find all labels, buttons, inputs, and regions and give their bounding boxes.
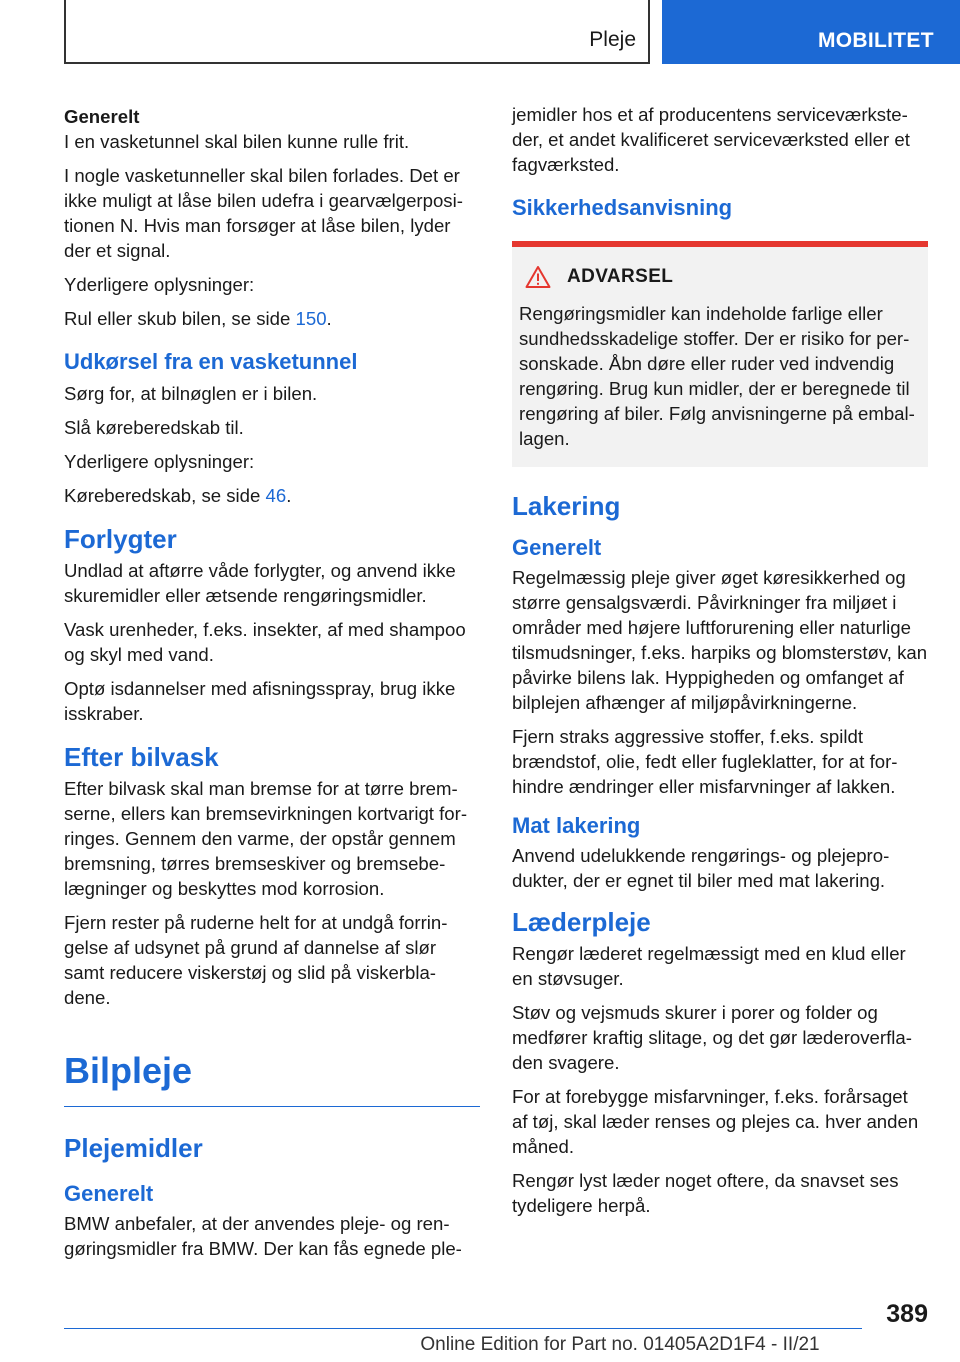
paragraph: Fjern straks aggressive stoffer, f.eks. spildt brændstof, olie, fedt eller fugleklatter, for at for-hindre ændringer eller misfarvninger af lakken. xyxy=(512,726,898,797)
page-number: 389 xyxy=(886,1300,928,1328)
page-link[interactable]: 150 xyxy=(295,308,327,329)
heading-generelt: Generelt xyxy=(64,106,140,127)
paragraph-with-link: Køreberedskab, se side 46. xyxy=(64,485,292,506)
paragraph: Rengør lyst læder noget oftere, da snavset ses tydeligere herpå. xyxy=(512,1170,899,1216)
right-column xyxy=(512,102,928,1227)
paragraph: Efter bilvask skal man bremse for at tørre brem-serne, ellers kan bremsevirkningen kortvarigt for-ringes. Gennem den varme, der opstår gennem bremsning, tørres bremseskiver og bremsebe-lægninger og beskyttes mod korrosion. xyxy=(64,778,468,899)
paragraph: For at forebygge misfarvninger, f.eks. forårsaget af tøj, skal læder renses og plejes ca. hver anden måned. xyxy=(512,1086,919,1157)
heading-plejemidler: Plejemidler xyxy=(64,1133,203,1163)
warning-box xyxy=(512,241,928,467)
paragraph: Sørg for, at bilnøglen er i bilen. xyxy=(64,383,318,404)
warning-triangle-icon xyxy=(525,265,551,289)
warning-title: ADVARSEL xyxy=(567,266,674,287)
paragraph: Støv og vejsmuds skurer i porer og folder og medfører kraftig slitage, og det gør læderoverfla-den svagere. xyxy=(512,1002,912,1073)
heading-udkorsel: Udkørsel fra en vasketunnel xyxy=(64,349,358,374)
paragraph-text: Køreberedskab, se side xyxy=(64,485,266,506)
paragraph-text: Rul eller skub bilen, se side xyxy=(64,308,296,329)
paragraph: Yderligere oplysninger: xyxy=(64,451,255,472)
heading-efter-bilvask: Efter bilvask xyxy=(64,742,219,772)
paragraph: BMW anbefaler, at der anvendes pleje- og ren-gøringsmidler fra BMW. Der kan fås egnede ple- xyxy=(64,1213,462,1259)
header-chapter-tab xyxy=(662,0,960,64)
page-link[interactable]: 46 xyxy=(265,485,287,506)
heading-generelt-lakering: Generelt xyxy=(512,535,602,560)
paragraph: Slå køreberedskab til. xyxy=(64,417,244,438)
header-section-title: Pleje xyxy=(589,28,636,51)
heading-laederpleje: Læderpleje xyxy=(512,907,651,937)
heading-generelt-plejemidler: Generelt xyxy=(64,1181,154,1206)
paragraph: Anvend udelukkende rengørings- og plejepro-dukter, der er egnet til biler med mat lakering. xyxy=(512,845,890,891)
footer-divider xyxy=(64,1328,862,1329)
paragraph: Vask urenheder, f.eks. insekter, af med shampoo og skyl med vand. xyxy=(64,619,466,665)
heading-bilpleje: Bilpleje xyxy=(64,1050,480,1107)
paragraph: Fjern rester på ruderne helt for at undgå forrin-gelse af udsynet på grund af dannelse af slør samt reducere viskerstøj og slid på viskerbla-dene. xyxy=(64,912,448,1008)
paragraph-with-link: Rul eller skub bilen, se side 150. xyxy=(64,308,332,329)
paragraph: Rengør læderet regelmæssigt med en klud eller en støvsuger. xyxy=(512,943,906,989)
warning-text: Rengøringsmidler kan indeholde farlige eller sundhedsskadelige stoffer. Der er risiko for per-sonskade. Åbn døre eller ruder ved indvendig rengøring. Brug kun midler, der er beregnede til rengøring af biler. Følg anvisningerne på embal-lagen. xyxy=(519,303,915,449)
paragraph: Undlad at aftørre våde forlygter, og anvend ikke skuremidler eller ætsende rengøringsmidler. xyxy=(64,560,456,606)
paragraph: Regelmæssig pleje giver øget køresikkerhed og større gensalgsværdi. Påvirkninger fra miljøet i områder med højere luftforurening eller naturlige tilsmudsninger, f.eks. harpiks og blomsterstøv, kan påvirke bilens lak. Hyppigheden og omfanget af bilplejen afhænger af miljøpåvirkningerne. xyxy=(512,567,928,713)
heading-forlygter: Forlygter xyxy=(64,524,177,554)
heading-sikkerhedsanvisning: Sikkerhedsanvisning xyxy=(512,195,733,220)
paragraph: jemidler hos et af producentens serviceværkste-der, et andet kvalificeret serviceværksted eller et fagværksted. xyxy=(512,104,910,175)
paragraph: I nogle vasketunneller skal bilen forlades. Det er ikke muligt at låse bilen udefra i gearvælgerposi-tionen N. Hvis man forsøger at låse bilen, lyder der et signal. xyxy=(64,165,463,261)
left-column xyxy=(64,102,480,1270)
paragraph: Yderligere oplysninger: xyxy=(64,274,255,295)
footer-edition: Online Edition for Part no. 01405A2D1F4 - II/21 xyxy=(420,1334,820,1355)
paragraph: I en vasketunnel skal bilen kunne rulle frit. xyxy=(64,131,410,152)
warning-header xyxy=(519,265,921,289)
paragraph: Optø isdannelser med afisningsspray, brug ikke isskraber. xyxy=(64,678,456,724)
header-chapter-label: MOBILITET xyxy=(818,29,934,52)
heading-mat-lakering: Mat lakering xyxy=(512,813,641,838)
heading-lakering: Lakering xyxy=(512,491,621,521)
